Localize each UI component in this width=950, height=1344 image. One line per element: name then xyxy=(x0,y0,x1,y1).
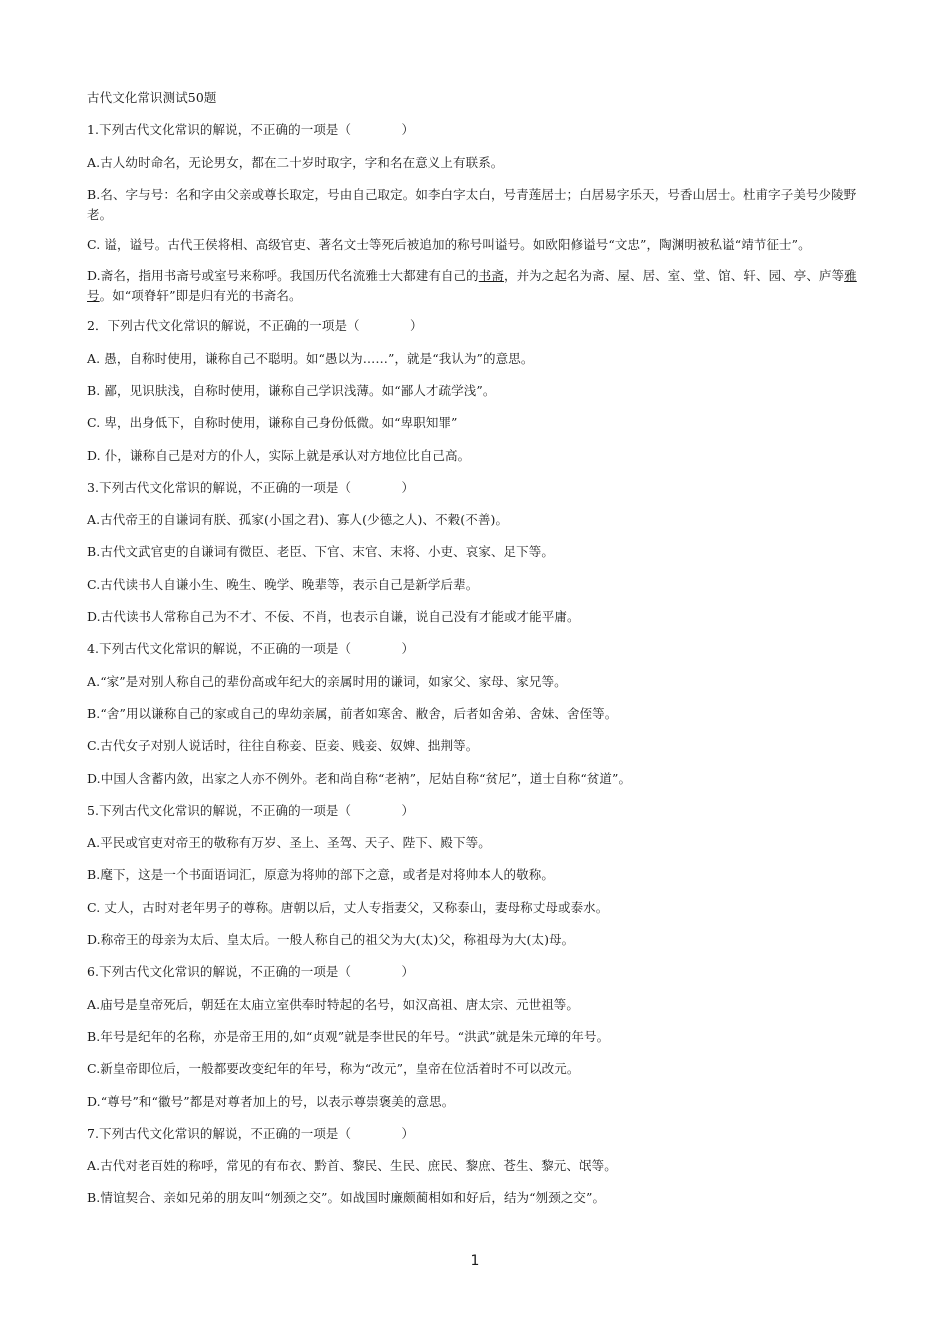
question-2-option-b: B. 鄙，见识肤浅，自称时使用，谦称自己学识浅薄。如“鄙人才疏学浅”。 xyxy=(87,382,496,398)
yahao-link[interactable]: 雅号 xyxy=(87,267,857,303)
question-7-option-b: B.情谊契合、亲如兄弟的朋友叫“刎颈之交”。如战国时廉颇蔺相如和好后，结为“刎颈之交”。 xyxy=(87,1190,606,1206)
question-5-option-c: C. 丈人，古时对老年男子的尊称。唐朝以后，丈人专指妻父，又称泰山，妻母称丈母或泰水。 xyxy=(87,899,609,915)
question-3-option-c: C.古代读书人自谦小生、晚生、晚学、晚辈等，表示自己是新学后辈。 xyxy=(87,576,479,592)
question-4-option-a: A.“家”是对别人称自己的辈份高或年纪大的亲属时用的谦词，如家父、家母、家兄等。 xyxy=(87,673,567,689)
question-2-option-c: C. 卑，出身低下，自称时使用，谦称自己身份低微。如“卑职知罪” xyxy=(87,415,458,431)
question-4-option-b: B.“舍”用以谦称自己的家或自己的卑幼亲属，前者如寒舍、敝舍，后者如舍弟、舍妹、舍侄等。 xyxy=(87,705,618,721)
question-1-option-a: A.古人幼时命名，无论男女，都在二十岁时取字，字和名在意义上有联系。 xyxy=(87,154,504,170)
question-5-option-a: A.平民或官吏对帝王的敬称有万岁、圣上、圣驾、天子、陛下、殿下等。 xyxy=(87,835,491,851)
question-7-option-a: A.古代对老百姓的称呼，常见的有布衣、黔首、黎民、生民、庶民、黎庶、苍生、黎元、氓等。 xyxy=(87,1158,617,1174)
question-3-option-b: B.古代文武官吏的自谦词有微臣、老臣、下官、末官、末将、小吏、哀家、足下等。 xyxy=(87,544,554,560)
document-title: 古代文化常识测试50题 xyxy=(87,90,217,105)
option-d-text-1: D.斋名，指用书斋号或室号来称呼。我国历代名流雅士大都建有自己的 xyxy=(87,267,479,283)
question-2-option-d: D. 仆，谦称自己是对方的仆人，实际上就是承认对方地位比自己高。 xyxy=(87,447,471,463)
question-3-option-d: D.古代读书人常称自己为不才、不佞、不肖，也表示自谦，说自己没有才能或才能平庸。 xyxy=(87,609,580,625)
question-4-option-d: D.中国人含蓄内敛，出家之人亦不例外。老和尚自称“老衲”，尼姑自称“贫尼”，道士自称“贫道”。 xyxy=(87,770,632,786)
question-4-stem: 4.下列古代文化常识的解说，不正确的一项是（ ） xyxy=(87,641,415,657)
question-4-option-c: C.古代女子对别人说话时，往往自称妾、臣妾、贱妾、奴婢、拙荆等。 xyxy=(87,738,479,754)
shuzhai-link[interactable]: 书斋 xyxy=(478,267,504,283)
question-7-stem: 7.下列古代文化常识的解说，不正确的一项是（ ） xyxy=(87,1125,415,1141)
question-6-option-a: A.庙号是皇帝死后，朝廷在太庙立室供奉时特起的名号，如汉高祖、唐太宗、元世祖等。 xyxy=(87,996,580,1012)
question-3-stem: 3.下列古代文化常识的解说，不正确的一项是（ ） xyxy=(87,479,415,495)
question-1-stem: 1.下列古代文化常识的解说，不正确的一项是（ ） xyxy=(87,122,415,138)
question-2-stem: 2．下列古代文化常识的解说，不正确的一项是（ ） xyxy=(87,318,423,334)
question-1-option-b: B.名、字与号：名和字由父亲或尊长取定，号由自己取定。如李白字太白，号青莲居士；白居易字乐天，号香山居士。杜甫字子美号少陵野老。 xyxy=(87,186,857,222)
option-d-text-3: 。如“项脊轩”即是归有光的书斋名。 xyxy=(99,287,302,303)
question-6-option-b: B.年号是纪年的名称，亦是帝王用的,如“贞观”就是李世民的年号。“洪武”就是朱元璋的年号。 xyxy=(87,1028,610,1044)
question-6-option-c: C.新皇帝即位后，一般都要改变纪年的年号，称为“改元”，皇帝在位活着时不可以改元。 xyxy=(87,1061,580,1077)
question-6-stem: 6.下列古代文化常识的解说，不正确的一项是（ ） xyxy=(87,964,415,980)
question-5-option-d: D.称帝王的母亲为太后、皇太后。一般人称自己的祖父为大(太)父，称祖母为大(太)母。 xyxy=(87,932,575,948)
question-3-option-a: A.古代帝王的自谦词有朕、孤家(小国之君)、寡人(少德之人)、不穀(不善)。 xyxy=(87,512,509,528)
question-5-option-b: B.麾下，这是一个书面语词汇，原意为将帅的部下之意，或者是对将帅本人的敬称。 xyxy=(87,867,554,883)
option-d-text-2: ，并为之起名为斋、屋、居、室、堂、馆、轩、园、亭、庐等 xyxy=(503,267,845,283)
question-6-option-d: D.“尊号”和“徽号”都是对尊者加上的号，以表示尊崇褒美的意思。 xyxy=(87,1093,455,1109)
question-1-option-c: C. 谥，谥号。古代王侯将相、高级官吏、著名文士等死后被追加的称号叫谥号。如欧阳修谥号“文忠”，陶渊明被私谥“靖节征士”。 xyxy=(87,237,811,253)
page-number: 1 xyxy=(470,1253,480,1269)
question-1-option-d xyxy=(87,266,867,306)
question-5-stem: 5.下列古代文化常识的解说，不正确的一项是（ ） xyxy=(87,802,415,818)
document-body xyxy=(87,88,867,1221)
question-2-option-a: A. 愚，自称时使用，谦称自己不聪明。如“愚以为……”，就是“我认为”的意思。 xyxy=(87,350,534,366)
